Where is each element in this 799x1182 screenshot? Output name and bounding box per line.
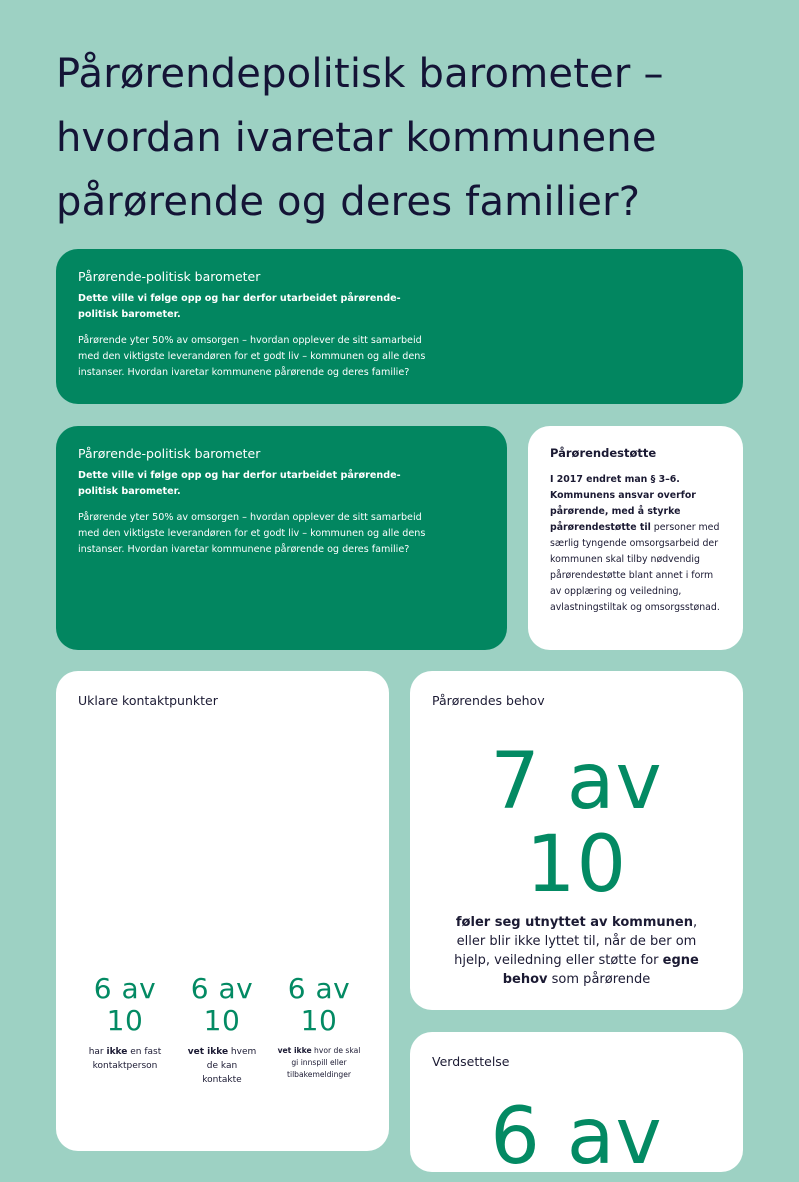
support-heading: Pårørendestøtte <box>550 446 657 460</box>
contact-stat-1 <box>77 973 173 1073</box>
stat-description <box>77 1045 173 1073</box>
card-bold-text: Dette ville vi følge opp og har derfor utarbeidet pårørende-politisk barometer. <box>78 293 401 320</box>
stat-value-denominator: 10 <box>203 1004 241 1037</box>
needs-bold-1: føler seg utnyttet av kommunen <box>455 915 693 930</box>
needs-description <box>440 913 713 989</box>
stat-post: en fast kontaktperson <box>92 1047 162 1071</box>
card-heading: Pårørende-politisk barometer <box>78 446 261 461</box>
needs-mid-text: , eller blir ikke lyttet til, når de ber om hjelp, veiledning eller støtte for <box>454 915 698 968</box>
stat-value: 6 av <box>287 972 351 1005</box>
contact-stat-2 <box>174 973 270 1087</box>
barometer-card-second <box>56 426 507 650</box>
stat-description <box>174 1045 270 1087</box>
needs-big-value: 7 av <box>490 737 663 827</box>
needs-card <box>410 671 743 1010</box>
needs-heading: Pårørendes behov <box>432 693 545 708</box>
stat-post: hvem de kan kontakte <box>202 1047 257 1085</box>
stat-bold: vet ikke <box>187 1047 229 1057</box>
needs-end-text: som pårørende <box>547 972 651 987</box>
stat-value: 6 av <box>93 972 157 1005</box>
stat-bold: vet ikke <box>277 1046 312 1055</box>
barometer-card-top <box>56 249 743 404</box>
contacts-card <box>56 671 389 1151</box>
stat-pre: har <box>88 1047 107 1057</box>
value-heading: Verdsettelse <box>432 1054 510 1069</box>
card-heading: Pårørende-politisk barometer <box>78 269 261 284</box>
support-text <box>550 472 721 616</box>
page-title: Pårørendepolitisk barometer – hvordan ivaretar kommunene pårørende og deres familier? <box>56 51 664 225</box>
card-bold-text: Dette ville vi følge opp og har derfor utarbeidet pårørende-politisk barometer. <box>78 470 401 497</box>
contacts-heading: Uklare kontaktpunkter <box>78 693 218 708</box>
stat-value-denominator: 10 <box>106 1004 144 1037</box>
value-big-number: 6 av <box>490 1092 663 1182</box>
card-body-text: Pårørende yter 50% av omsorgen – hvordan opplever de sitt samarbeid med den viktigste leverandøren for et godt liv – kommunen og alle dens instanser. Hvordan ivaretar kommunene pårørende og deres familie? <box>78 335 426 378</box>
card-body-text: Pårørende yter 50% av omsorgen – hvordan opplever de sitt samarbeid med den viktigste leverandøren for et godt liv – kommunen og alle dens instanser. Hvordan ivaretar kommunene pårørende og deres familie? <box>78 512 426 555</box>
stat-value-denominator: 10 <box>300 1004 338 1037</box>
needs-big-denominator: 10 <box>525 820 628 910</box>
support-card <box>528 426 743 650</box>
stat-bold: ikke <box>106 1047 128 1057</box>
support-rest-text: personer med særlig tyngende omsorgsarbeid der kommunen skal tilby nødvendig pårørendestøtte blant annet i form av opplæring og veiledning, avlastningstiltak og omsorgsstønad. <box>550 522 720 613</box>
stat-value: 6 av <box>190 972 254 1005</box>
stat-post: hvor de skal gi innspill eller tilbakemeldinger <box>286 1046 361 1079</box>
contact-stat-3 <box>271 973 367 1081</box>
stat-description <box>271 1045 367 1081</box>
support-bold-text: I 2017 endret man § 3–6. Kommunens ansvar overfor pårørende, med å styrke pårørendestøtte til <box>550 474 696 533</box>
needs-bold-2: egne behov <box>502 953 699 987</box>
value-card <box>410 1032 743 1182</box>
